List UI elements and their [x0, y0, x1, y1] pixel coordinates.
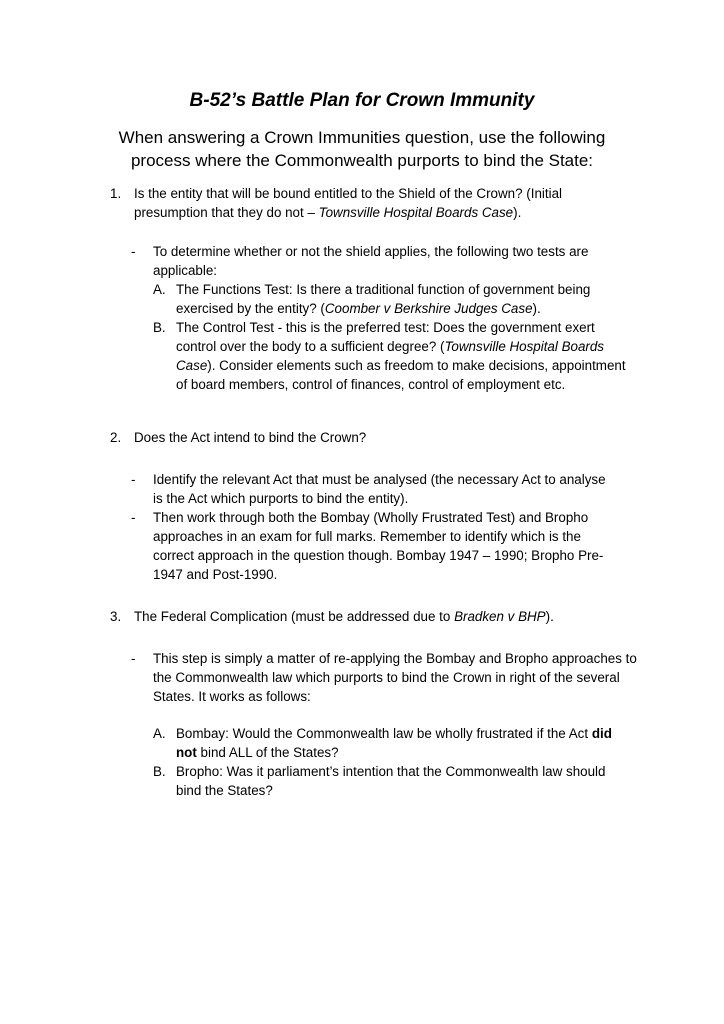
case-citation: Townsville Hospital Boards Case: [176, 339, 605, 373]
step-1-sub-a-text: The Functions Test: Is there a traditional function of government being exercised by the entity? (Coomber v Berkshire Judges Case).: [176, 282, 591, 316]
step-3-sub-a-text: Bombay: Would the Commonwealth law be wholly frustrated if the Act did not bind ALL of the States?: [176, 726, 612, 760]
intro-paragraph: When answering a Crown Immunities question, use the following process where the Commonwealth purports to bind the State:: [118, 128, 606, 170]
step-3-number: 3.: [110, 609, 122, 624]
step-1-bullet-dash: -: [131, 244, 136, 259]
step-1-sub-a-letter: A.: [153, 282, 166, 297]
step-2-bullet-2-text: Then work through both the Bombay (Wholly Frustrated Test) and Bropho approaches in an exam for full marks. Remember to identify which is the correct approach in the question though. Bombay 1947 – 1990; Bropho Pre-1947 and Post-1990.: [153, 510, 604, 582]
step-1-bullet-text: To determine whether or not the shield applies, the following two tests are applicable:: [153, 244, 589, 278]
case-citation: Coomber v Berkshire Judges Case: [324, 301, 533, 316]
step-2-number: 2.: [110, 430, 122, 445]
step-2-bullet-1-text: Identify the relevant Act that must be analysed (the necessary Act to analyse is the Act which purports to bind the entity).: [153, 472, 606, 506]
emphasis-bold: did not: [176, 726, 612, 760]
case-citation: Townsville Hospital Boards Case: [318, 205, 514, 220]
step-3-bullet-text: This step is simply a matter of re-applying the Bombay and Bropho approaches to the Commonwealth law which purports to bind the Crown in right of the several States. It works as follows:: [153, 651, 637, 704]
step-2-bullet-2-dash: -: [131, 510, 136, 525]
step-3-sub-a-letter: A.: [153, 726, 166, 741]
step-3-sub-b-letter: B.: [153, 764, 166, 779]
document-title: B-52’s Battle Plan for Crown Immunity: [189, 90, 535, 111]
step-1-sub-b-text: The Control Test - this is the preferred test: Does the government exert control over the body to a sufficient degree? (Townsville Hospital Boards Case). Consider elements such as freedom to make decisions, appointment of board members, control of finances, control of employment etc.: [176, 320, 626, 392]
step-2-text: Does the Act intend to bind the Crown?: [134, 430, 367, 445]
step-3-sub-b-text: Bropho: Was it parliament’s intention that the Commonwealth law should bind the States?: [176, 764, 606, 798]
step-1-number: 1.: [110, 186, 122, 201]
step-3-bullet-dash: -: [131, 651, 136, 666]
step-1-sub-b-letter: B.: [153, 320, 166, 335]
step-1-text: Is the entity that will be bound entitled to the Shield of the Crown? (Initial presumption that they do not – Townsville Hospital Boards Case).: [134, 186, 563, 220]
step-2-bullet-1-dash: -: [131, 472, 136, 487]
step-3-text: The Federal Complication (must be addressed due to Bradken v BHP).: [134, 609, 554, 624]
case-citation: Bradken v BHP: [454, 609, 546, 624]
